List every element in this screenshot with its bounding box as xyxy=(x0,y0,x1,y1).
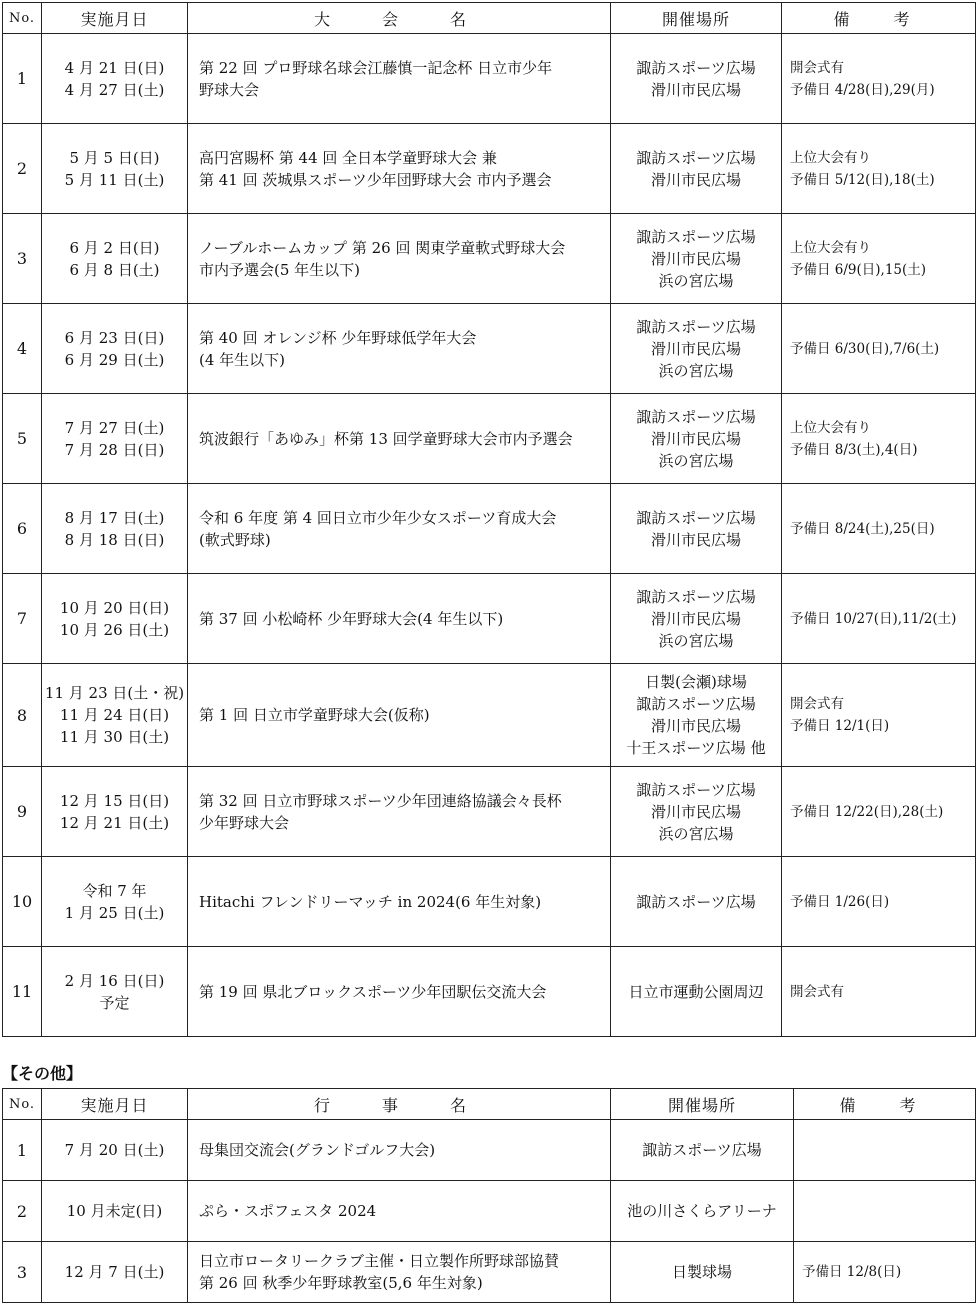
table-row xyxy=(3,1120,976,1181)
event-name xyxy=(188,1120,611,1181)
event-name xyxy=(188,214,611,304)
event-name-line: 少年野球大会 xyxy=(199,813,290,832)
table-row xyxy=(3,574,976,664)
event-name-line: 筑波銀行「あゆみ」杯第 13 回学童野球大会市内予選会 xyxy=(199,429,573,448)
event-date-line: 7 月 27 日(土) xyxy=(64,418,165,437)
event-name-line: 令和 6 年度 第 4 回日立市少年少女スポーツ育成大会 xyxy=(199,508,557,527)
event-date-line: 7 月 28 日(日) xyxy=(64,440,165,459)
event-date xyxy=(42,394,188,484)
header-row xyxy=(3,3,976,34)
event-note-line: 予備日 12/8(日) xyxy=(802,1264,902,1280)
row-number: 7 xyxy=(3,574,42,664)
event-date xyxy=(42,304,188,394)
event-venue-line: 諏訪スポーツ広場 xyxy=(636,148,756,167)
event-name-line: 野球大会 xyxy=(199,80,260,99)
event-note xyxy=(782,574,976,664)
event-name xyxy=(188,947,611,1037)
event-date xyxy=(42,574,188,664)
event-note-line: 上位大会有り xyxy=(790,419,871,436)
event-name-line: 第 22 回 プロ野球名球会江藤慎一記念杯 日立市少年 xyxy=(199,58,553,77)
other-section-title: 【その他】 xyxy=(2,1064,83,1083)
event-venue-line: 浜の宮広場 xyxy=(658,451,734,470)
event-date-line: 10 月未定(日) xyxy=(66,1202,163,1220)
event-venue-line: 池の川さくらアリーナ xyxy=(627,1202,777,1220)
event-date xyxy=(42,947,188,1037)
event-venue xyxy=(611,484,782,574)
event-note-line: 予備日 8/24(土),25(日) xyxy=(790,520,935,537)
event-venue xyxy=(611,394,782,484)
event-date-line: 8 月 17 日(土) xyxy=(64,508,165,527)
event-venue-line: 諏訪スポーツ広場 xyxy=(636,407,756,426)
event-name-line: 第 41 回 茨城県スポーツ少年団野球大会 市内予選会 xyxy=(199,170,552,189)
event-name-line: 第 32 回 日立市野球スポーツ少年団連絡協議会々長杯 xyxy=(199,791,562,810)
event-date xyxy=(42,767,188,857)
event-note xyxy=(782,947,976,1037)
event-note xyxy=(794,1242,976,1303)
table-row xyxy=(3,484,976,574)
event-venue xyxy=(611,664,782,767)
event-note xyxy=(782,767,976,857)
event-note xyxy=(782,394,976,484)
event-date-line: 5 月 5 日(日) xyxy=(69,148,160,167)
event-venue-line: 日立市運動公園周辺 xyxy=(628,982,764,1001)
event-venue-line: 滑川市民広場 xyxy=(650,80,741,99)
event-venue-line: 日製(会瀬)球場 xyxy=(645,673,747,691)
event-venue-line: 滑川市民広場 xyxy=(650,249,741,268)
event-venue-line: 滑川市民広場 xyxy=(650,609,741,628)
event-name-line: 第 19 回 県北ブロックスポーツ少年団駅伝交流大会 xyxy=(199,982,547,1001)
row-number: 1 xyxy=(3,1120,42,1181)
event-note-line: 予備日 6/9(日),15(土) xyxy=(790,261,927,278)
event-venue xyxy=(611,1181,794,1242)
table-row xyxy=(3,394,976,484)
row-number: 2 xyxy=(3,124,42,214)
event-note-line: 予備日 1/26(日) xyxy=(790,893,890,910)
event-venue-line: 滑川市民広場 xyxy=(650,170,741,189)
header-no: No. xyxy=(3,1089,42,1120)
event-note-line: 上位大会有り xyxy=(790,239,871,256)
event-venue-line: 滑川市民広場 xyxy=(650,429,741,448)
table-row xyxy=(3,664,976,767)
event-venue xyxy=(611,574,782,664)
event-date-line: 12 月 21 日(土) xyxy=(59,813,170,832)
table-row xyxy=(3,767,976,857)
table-row xyxy=(3,857,976,947)
event-date-line: 1 月 25 日(土) xyxy=(64,903,165,922)
row-number: 2 xyxy=(3,1181,42,1242)
event-name xyxy=(188,484,611,574)
event-note-line: 開会式有 xyxy=(790,983,844,1000)
table-row xyxy=(3,304,976,394)
table-row xyxy=(3,1242,976,1303)
event-name xyxy=(188,574,611,664)
event-name xyxy=(188,124,611,214)
event-venue-line: 浜の宮広場 xyxy=(658,361,734,380)
event-date-line: 令和 7 年 xyxy=(82,881,147,900)
event-venue-line: 諏訪スポーツ広場 xyxy=(642,1141,762,1159)
event-venue-line: 諏訪スポーツ広場 xyxy=(636,892,756,911)
event-date-line: 8 月 18 日(日) xyxy=(64,530,165,549)
event-name-line: ノーブルホームカップ 第 26 回 関東学童軟式野球大会 xyxy=(199,238,566,257)
event-venue-line: 諏訪スポーツ広場 xyxy=(636,227,756,246)
event-date xyxy=(42,857,188,947)
event-venue-line: 諏訪スポーツ広場 xyxy=(636,508,756,527)
event-venue-line: 諏訪スポーツ広場 xyxy=(636,317,756,336)
event-name xyxy=(188,1181,611,1242)
event-venue xyxy=(611,34,782,124)
event-venue xyxy=(611,1120,794,1181)
event-venue-line: 滑川市民広場 xyxy=(650,530,741,549)
header-note: 備 考 xyxy=(794,1089,976,1120)
event-date-line: 7 月 20 日(土) xyxy=(64,1141,165,1159)
event-date-line: 4 月 27 日(土) xyxy=(64,80,165,99)
event-note xyxy=(782,124,976,214)
event-date-line: 12 月 7 日(土) xyxy=(64,1263,165,1281)
event-venue xyxy=(611,304,782,394)
header-name: 大 会 名 xyxy=(188,3,611,34)
event-venue-line: 浜の宮広場 xyxy=(658,271,734,290)
event-venue xyxy=(611,124,782,214)
event-venue-line: 日製球場 xyxy=(671,1263,732,1281)
event-date-line: 6 月 23 日(日) xyxy=(64,328,165,347)
event-name-line: Hitachi フレンドリーマッチ in 2024(6 年生対象) xyxy=(199,892,542,911)
event-date xyxy=(42,214,188,304)
event-name-line: 第 37 回 小松崎杯 少年野球大会(4 年生以下) xyxy=(199,609,504,628)
other-events-table xyxy=(2,1088,976,1303)
event-venue xyxy=(611,214,782,304)
event-date-line: 6 月 29 日(土) xyxy=(64,350,165,369)
event-name-line: (4 年生以下) xyxy=(199,350,286,369)
event-venue-line: 滑川市民広場 xyxy=(650,339,741,358)
row-number: 3 xyxy=(3,1242,42,1303)
row-number: 9 xyxy=(3,767,42,857)
event-note-line: 予備日 10/27(日),11/2(土) xyxy=(790,610,957,627)
row-number: 1 xyxy=(3,34,42,124)
event-note-line: 開会式有 xyxy=(790,696,844,712)
header-place: 開催場所 xyxy=(611,1089,794,1120)
event-note xyxy=(794,1120,976,1181)
event-date-line: 11 月 24 日(日) xyxy=(59,706,170,724)
event-name-line: 第 1 回 日立市学童野球大会(仮称) xyxy=(199,706,430,724)
event-note-line: 予備日 12/22(日),28(土) xyxy=(790,803,944,820)
event-date-line: 5 月 11 日(土) xyxy=(64,170,165,189)
event-date xyxy=(42,664,188,767)
event-note xyxy=(782,857,976,947)
event-venue-line: 浜の宮広場 xyxy=(658,631,734,650)
header-row xyxy=(3,1089,976,1120)
event-date-line: 10 月 26 日(土) xyxy=(59,620,170,639)
row-number: 4 xyxy=(3,304,42,394)
tournament-table xyxy=(2,2,976,1037)
header-name: 行 事 名 xyxy=(188,1089,611,1120)
event-name xyxy=(188,304,611,394)
event-name-line: 母集団交流会(グランドゴルフ大会) xyxy=(199,1141,436,1159)
event-name xyxy=(188,1242,611,1303)
header-date: 実施月日 xyxy=(42,3,188,34)
event-note xyxy=(782,34,976,124)
event-date xyxy=(42,34,188,124)
header-no: No. xyxy=(3,3,42,34)
event-venue xyxy=(611,857,782,947)
table-row xyxy=(3,34,976,124)
row-number: 8 xyxy=(3,664,42,767)
event-note xyxy=(782,664,976,767)
row-number: 3 xyxy=(3,214,42,304)
event-date-line: 11 月 23 日(土・祝) xyxy=(44,684,185,702)
event-venue-line: 諏訪スポーツ広場 xyxy=(636,58,756,77)
event-date-line: 6 月 2 日(日) xyxy=(69,238,160,257)
event-note-line: 上位大会有り xyxy=(790,149,871,166)
event-date xyxy=(42,1120,188,1181)
event-date-line: 予定 xyxy=(99,993,130,1012)
event-name-line: 市内予選会(5 年生以下) xyxy=(199,260,361,279)
row-number: 6 xyxy=(3,484,42,574)
event-date-line: 10 月 20 日(日) xyxy=(59,598,170,617)
header-note: 備 考 xyxy=(782,3,976,34)
header-date: 実施月日 xyxy=(42,1089,188,1120)
event-date-line: 12 月 15 日(日) xyxy=(59,791,170,810)
event-note xyxy=(782,304,976,394)
header-place: 開催場所 xyxy=(611,3,782,34)
event-name-line: 高円宮賜杯 第 44 回 全日本学童野球大会 兼 xyxy=(199,148,497,167)
event-note xyxy=(794,1181,976,1242)
event-venue xyxy=(611,767,782,857)
event-name-line: (軟式野球) xyxy=(199,530,271,549)
event-venue xyxy=(611,947,782,1037)
event-venue-line: 諏訪スポーツ広場 xyxy=(636,587,756,606)
event-name xyxy=(188,767,611,857)
event-date-line: 11 月 30 日(土) xyxy=(59,728,170,746)
event-venue-line: 滑川市民広場 xyxy=(650,802,741,821)
event-venue-line: 諏訪スポーツ広場 xyxy=(636,780,756,799)
event-note xyxy=(782,484,976,574)
event-note-line: 予備日 8/3(土),4(日) xyxy=(790,441,918,458)
event-date xyxy=(42,484,188,574)
event-name-line: ぷら・スポフェスタ 2024 xyxy=(199,1202,377,1220)
event-name-line: 第 26 回 秋季少年野球教室(5,6 年生対象) xyxy=(199,1274,483,1292)
event-date-line: 2 月 16 日(日) xyxy=(64,971,165,990)
row-number: 5 xyxy=(3,394,42,484)
event-note-line: 予備日 4/28(日),29(月) xyxy=(790,81,935,98)
event-date-line: 6 月 8 日(土) xyxy=(69,260,160,279)
row-number: 10 xyxy=(3,857,42,947)
table-row xyxy=(3,124,976,214)
row-number: 11 xyxy=(3,947,42,1037)
event-date xyxy=(42,1242,188,1303)
event-note-line: 予備日 12/1(日) xyxy=(790,718,890,734)
table-row xyxy=(3,1181,976,1242)
event-venue xyxy=(611,1242,794,1303)
event-name-line: 第 40 回 オレンジ杯 少年野球低学年大会 xyxy=(199,328,477,347)
event-venue-line: 浜の宮広場 xyxy=(658,824,734,843)
table-row xyxy=(3,947,976,1037)
event-name xyxy=(188,857,611,947)
event-name-line: 日立市ロータリークラブ主催・日立製作所野球部協賛 xyxy=(199,1252,560,1270)
event-note-line: 予備日 6/30(日),7/6(土) xyxy=(790,340,940,357)
event-venue-line: 十王スポーツ広場 他 xyxy=(626,739,766,757)
event-name xyxy=(188,394,611,484)
event-date xyxy=(42,124,188,214)
event-date xyxy=(42,1181,188,1242)
event-venue-line: 滑川市民広場 xyxy=(650,717,741,735)
event-date-line: 4 月 21 日(日) xyxy=(64,58,165,77)
event-name xyxy=(188,34,611,124)
event-venue-line: 諏訪スポーツ広場 xyxy=(636,695,756,713)
event-note-line: 開会式有 xyxy=(790,59,844,76)
event-note-line: 予備日 5/12(日),18(土) xyxy=(790,171,935,188)
event-name xyxy=(188,664,611,767)
event-note xyxy=(782,214,976,304)
table-row xyxy=(3,214,976,304)
